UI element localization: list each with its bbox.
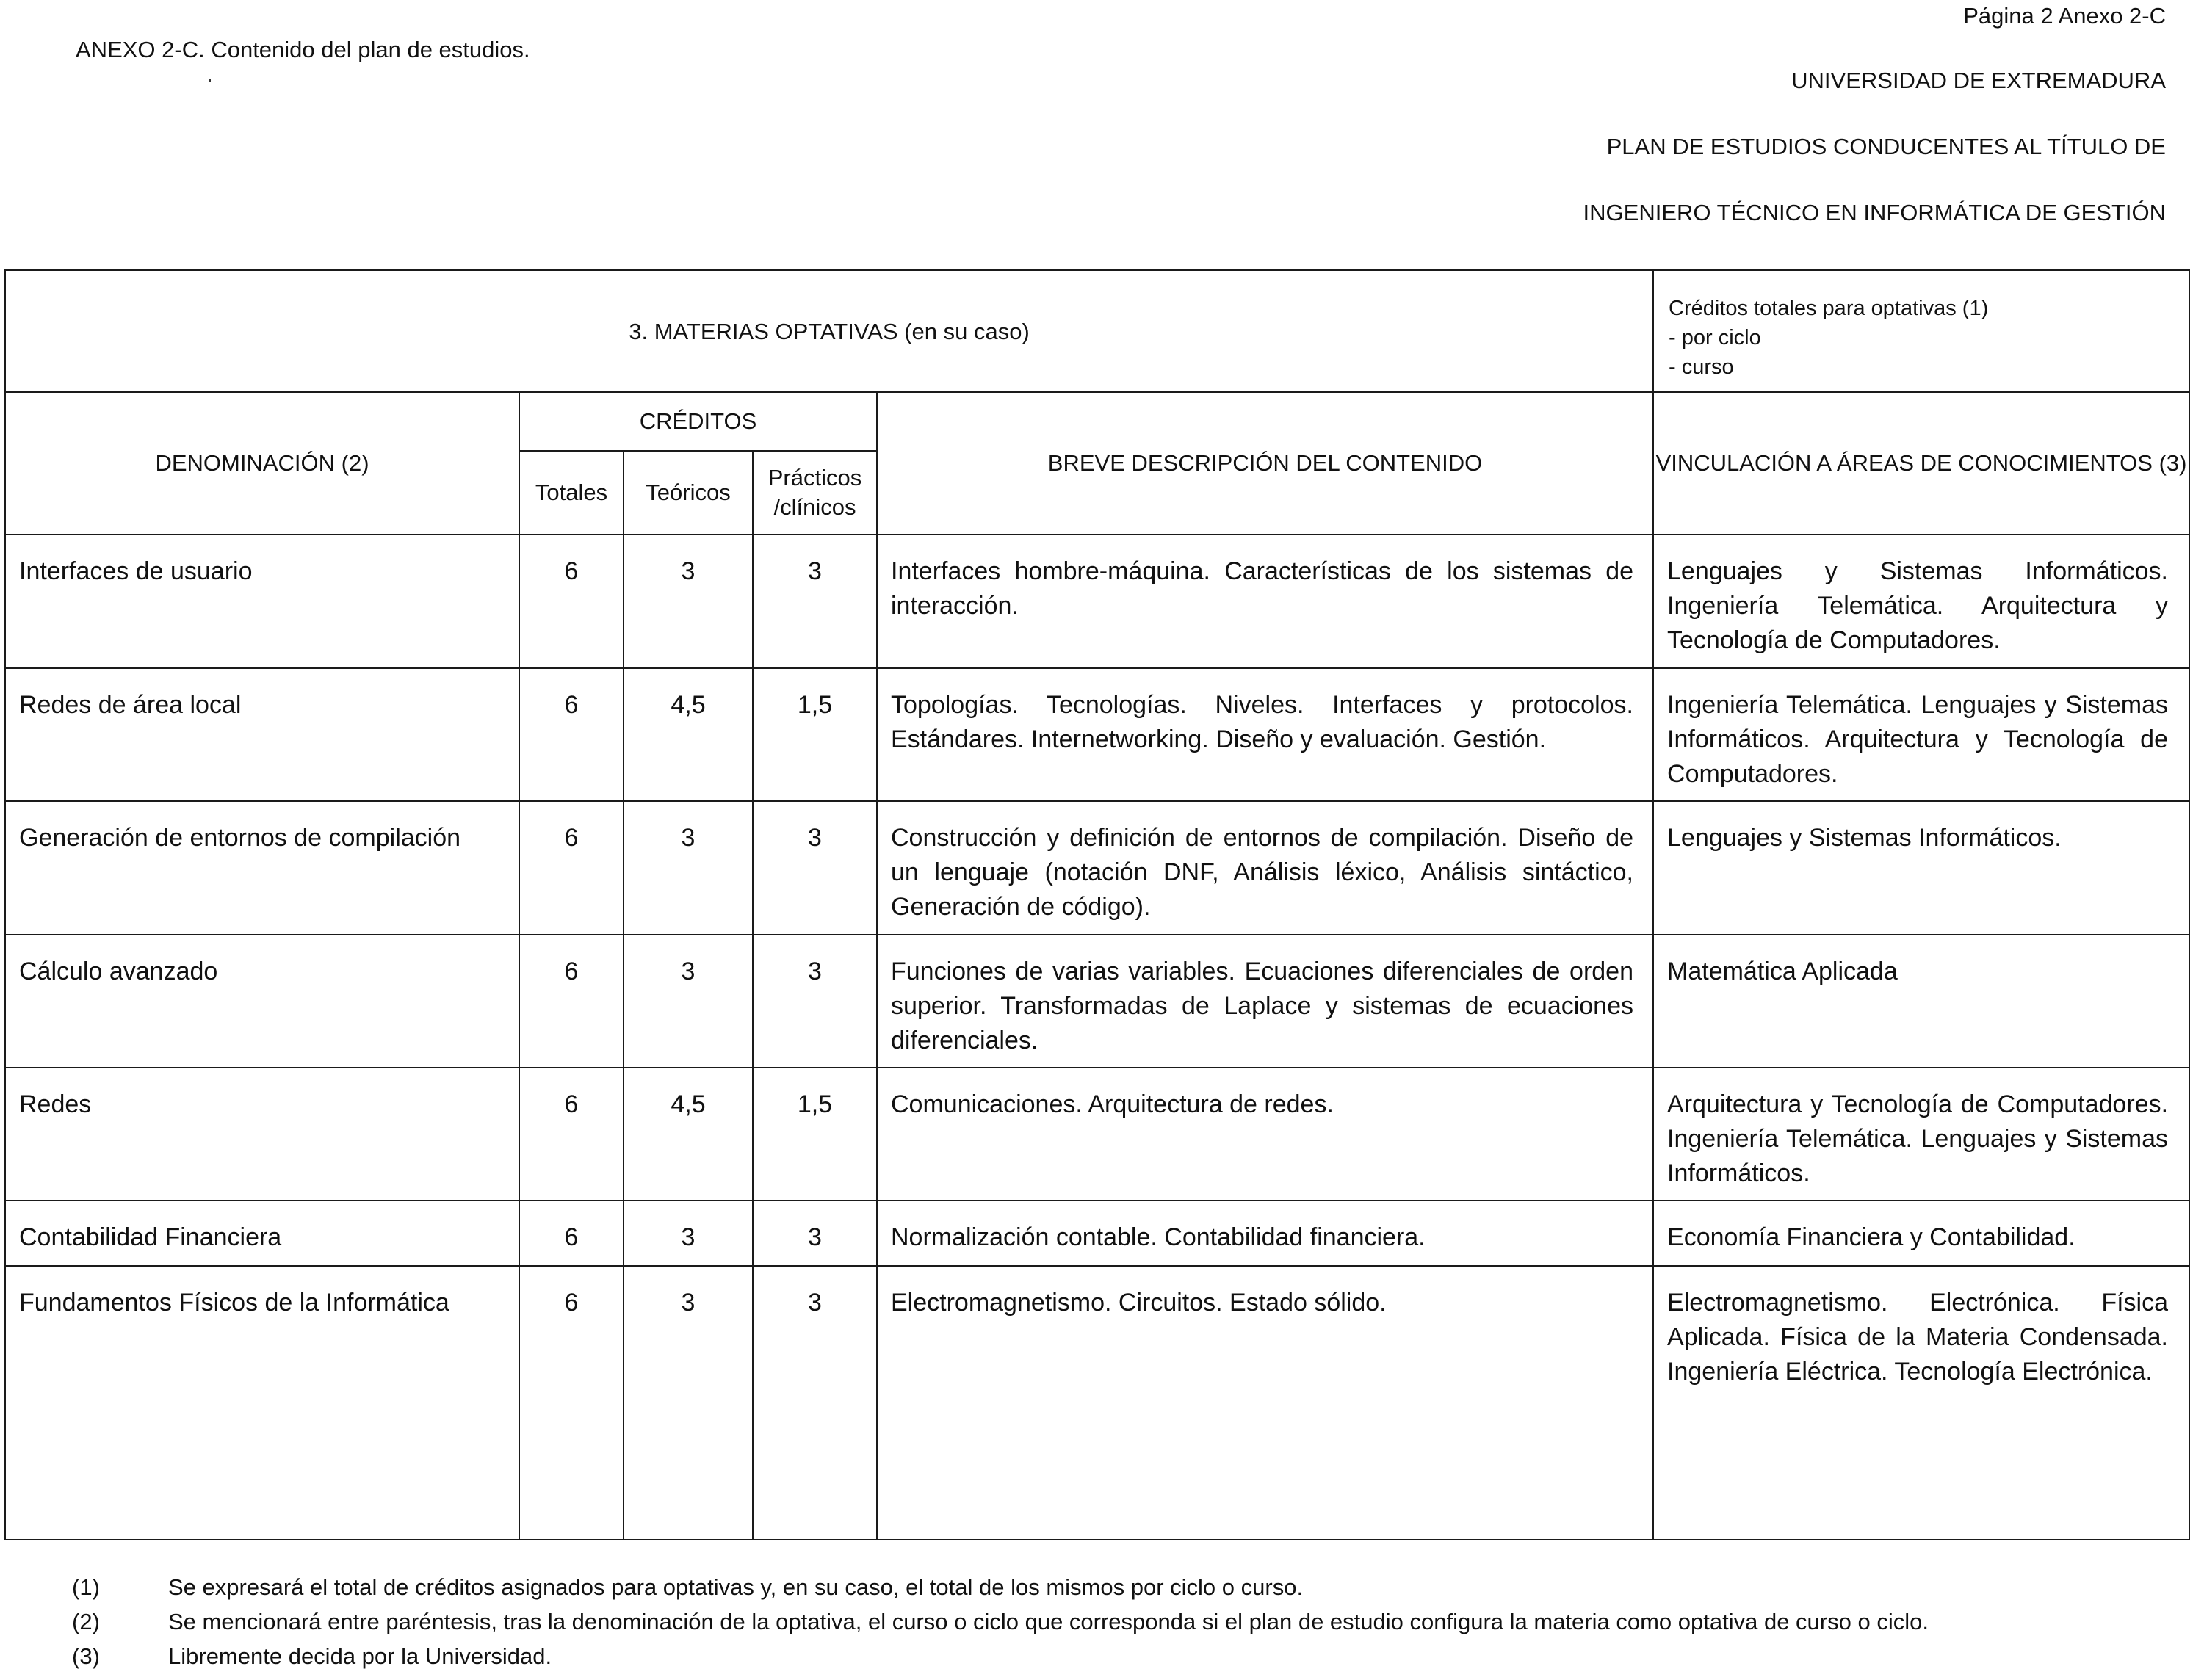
footnote-text: Se mencionará entre paréntesis, tras la denominación de la optativa, el curso o ciclo que corresponda si el plan de estudio configura la materia como optativa de curso o ciclo.	[168, 1609, 1929, 1634]
footnote-text: Se expresará el total de créditos asignados para optativas y, en su caso, el total de los mismos por ciclo o curso.	[168, 1574, 1304, 1600]
page-number: Página 2 Anexo 2-C	[1963, 3, 2166, 29]
credits-totales: 6	[519, 1266, 624, 1540]
knowledge-areas: Ingeniería Telemática. Lenguajes y Sistemas Informáticos. Arquitectura y Tecnología de Computadores.	[1653, 668, 2189, 801]
credits-totales: 6	[519, 935, 624, 1068]
credits-practicos: 3	[753, 535, 877, 668]
credits-practicos: 3	[753, 1201, 877, 1266]
header-denominacion: DENOMINACIÓN (2)	[5, 392, 519, 535]
header-practicos-line-1: Prácticos	[767, 465, 862, 490]
optative-credits-line-1: Créditos totales para optativas (1)	[1669, 297, 1989, 320]
knowledge-areas: Economía Financiera y Contabilidad.	[1653, 1201, 2189, 1266]
subject-description: Interfaces hombre-máquina. Características de los sistemas de interacción.	[877, 535, 1653, 668]
section-header-row	[5, 270, 2189, 392]
credits-totales: 6	[519, 1201, 624, 1266]
subject-description: Comunicaciones. Arquitectura de redes.	[877, 1068, 1653, 1201]
column-header-row-1	[5, 392, 2189, 451]
table-row	[5, 1068, 2189, 1201]
credits-totales: 6	[519, 1068, 624, 1201]
footnote-mark: (1)	[72, 1574, 100, 1600]
plan-title-line-2: INGENIERO TÉCNICO EN INFORMÁTICA DE GESTIÓN	[1583, 200, 2166, 225]
annex-title: ANEXO 2-C. Contenido del plan de estudios.	[76, 37, 530, 62]
subject-description: Normalización contable. Contabilidad financiera.	[877, 1201, 1653, 1266]
subject-description: Construcción y definición de entornos de compilación. Diseño de un lenguaje (notación DNF, Análisis léxico, Análisis sintáctico, Generación de código).	[877, 801, 1653, 935]
subject-name: Redes de área local	[5, 668, 519, 801]
header-totales: Totales	[519, 451, 624, 535]
knowledge-areas: Matemática Aplicada	[1653, 935, 2189, 1068]
header-practicos-line-2: /clínicos	[773, 494, 856, 520]
credits-teoricos: 3	[624, 1266, 753, 1540]
credits-teoricos: 3	[624, 935, 753, 1068]
stray-dot	[209, 79, 211, 82]
credits-teoricos: 3	[624, 535, 753, 668]
subject-description: Electromagnetismo. Circuitos. Estado sólido.	[877, 1266, 1653, 1540]
table-row	[5, 1201, 2189, 1266]
knowledge-areas: Arquitectura y Tecnología de Computadores. Ingeniería Telemática. Lenguajes y Sistemas Informáticos.	[1653, 1068, 2189, 1201]
credits-practicos: 3	[753, 1266, 877, 1540]
table-row	[5, 668, 2189, 801]
optative-credits-line-3: - curso	[1669, 355, 1734, 379]
subject-name: Fundamentos Físicos de la Informática	[5, 1266, 519, 1540]
optative-credits-cell	[1653, 270, 2189, 392]
credits-totales: 6	[519, 535, 624, 668]
subject-name: Redes	[5, 1068, 519, 1201]
table-row	[5, 535, 2189, 668]
subject-name: Generación de entornos de compilación	[5, 801, 519, 935]
footnote-mark: (3)	[72, 1643, 100, 1669]
subject-description: Topologías. Tecnologías. Niveles. Interfaces y protocolos. Estándares. Internetworking. Diseño y evaluación. Gestión.	[877, 668, 1653, 801]
section-title-text: 3. MATERIAS OPTATIVAS (en su caso)	[629, 318, 1030, 344]
section-title	[5, 270, 1653, 392]
footnote-text: Libremente decida por la Universidad.	[168, 1643, 552, 1669]
credits-practicos: 1,5	[753, 1068, 877, 1201]
subject-description: Funciones de varias variables. Ecuaciones diferenciales de orden superior. Transformadas de Laplace y sistemas de ecuaciones diferenciales.	[877, 935, 1653, 1068]
credits-totales: 6	[519, 668, 624, 801]
footnote-mark: (2)	[72, 1609, 100, 1634]
optative-credits-line-2: - por ciclo	[1669, 326, 1761, 350]
plan-title-line-1: PLAN DE ESTUDIOS CONDUCENTES AL TÍTULO DE	[1606, 134, 2166, 159]
knowledge-areas: Lenguajes y Sistemas Informáticos.	[1653, 801, 2189, 935]
header-vinculacion: VINCULACIÓN A ÁREAS DE CONOCIMIENTOS (3)	[1653, 392, 2189, 535]
header-teoricos: Teóricos	[624, 451, 753, 535]
subject-name: Contabilidad Financiera	[5, 1201, 519, 1266]
header-descripcion: BREVE DESCRIPCIÓN DEL CONTENIDO	[877, 392, 1653, 535]
credits-practicos: 1,5	[753, 668, 877, 801]
optional-subjects-table	[4, 269, 2190, 1540]
knowledge-areas: Electromagnetismo. Electrónica. Física Aplicada. Física de la Materia Condensada. Ingeniería Eléctrica. Tecnología Electrónica.	[1653, 1266, 2189, 1540]
credits-practicos: 3	[753, 935, 877, 1068]
subject-name: Interfaces de usuario	[5, 535, 519, 668]
credits-teoricos: 3	[624, 801, 753, 935]
credits-practicos: 3	[753, 801, 877, 935]
table-row	[5, 801, 2189, 935]
header-practicos	[753, 451, 877, 535]
credits-teoricos: 3	[624, 1201, 753, 1266]
knowledge-areas: Lenguajes y Sistemas Informáticos. Ingeniería Telemática. Arquitectura y Tecnología de Computadores.	[1653, 535, 2189, 668]
credits-teoricos: 4,5	[624, 668, 753, 801]
subject-name: Cálculo avanzado	[5, 935, 519, 1068]
table-row	[5, 935, 2189, 1068]
university-name: UNIVERSIDAD DE EXTREMADURA	[1791, 68, 2166, 93]
table-row	[5, 1266, 2189, 1540]
credits-teoricos: 4,5	[624, 1068, 753, 1201]
credits-totales: 6	[519, 801, 624, 935]
header-creditos: CRÉDITOS	[519, 392, 877, 451]
